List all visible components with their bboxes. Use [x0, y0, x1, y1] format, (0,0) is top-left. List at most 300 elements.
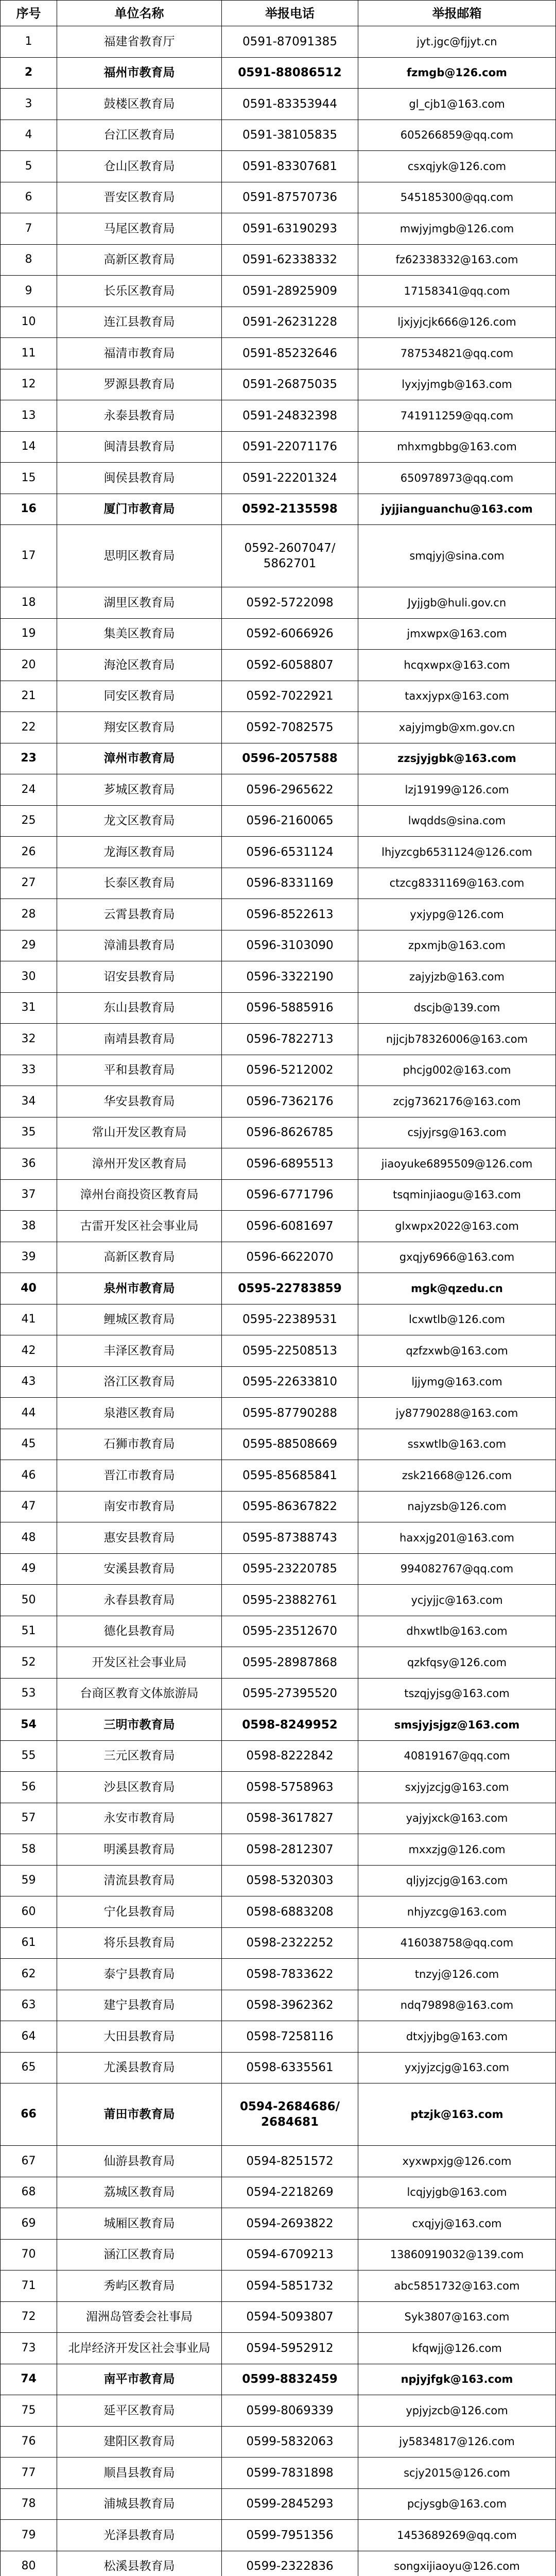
report-phone: 0592-2607047/ 5862701	[222, 525, 358, 587]
row-number: 7	[1, 213, 57, 245]
table-row	[1, 1928, 556, 1959]
report-phone: 0598-5758963	[222, 1772, 358, 1803]
row-number: 32	[1, 1024, 57, 1055]
row-number: 43	[1, 1367, 57, 1398]
report-email: abc5851732@163.com	[358, 2270, 556, 2302]
table-row	[1, 182, 556, 214]
report-phone: 0596-5885916	[222, 993, 358, 1024]
unit-name: 翔安区教育局	[57, 712, 222, 743]
report-phone: 0598-6335561	[222, 2053, 358, 2084]
table-row	[1, 151, 556, 182]
unit-name: 松溪县教育局	[57, 2551, 222, 2576]
report-phone: 0595-86367822	[222, 1492, 358, 1523]
unit-name: 泉港区教育局	[57, 1398, 222, 1429]
row-number: 22	[1, 712, 57, 743]
report-phone: 0595-87388743	[222, 1522, 358, 1554]
unit-name: 永安市教育局	[57, 1803, 222, 1835]
unit-name: 思明区教育局	[57, 525, 222, 587]
row-number: 56	[1, 1772, 57, 1803]
unit-name: 连江县教育局	[57, 307, 222, 338]
row-number: 55	[1, 1741, 57, 1772]
report-email: jy87790288@163.com	[358, 1398, 556, 1429]
table-row	[1, 2333, 556, 2364]
row-number: 38	[1, 1211, 57, 1242]
table-row	[1, 89, 556, 120]
row-number: 80	[1, 2551, 57, 2576]
row-number: 79	[1, 2520, 57, 2551]
report-email: sxjyjzcjg@163.com	[358, 1772, 556, 1803]
report-phone: 0596-7362176	[222, 1086, 358, 1117]
unit-name: 集美区教育局	[57, 619, 222, 650]
row-number: 15	[1, 463, 57, 494]
report-email: kfqwjj@126.com	[358, 2333, 556, 2364]
row-number: 6	[1, 182, 57, 214]
report-phone: 0595-27395520	[222, 1679, 358, 1710]
table-row	[1, 1522, 556, 1554]
report-email: zpxmjb@163.com	[358, 930, 556, 962]
unit-name: 龙海区教育局	[57, 837, 222, 868]
report-email: qljyjzcjg@163.com	[358, 1866, 556, 1897]
report-phone: 0596-8626785	[222, 1117, 358, 1149]
row-number: 71	[1, 2270, 57, 2302]
unit-name: 建阳区教育局	[57, 2427, 222, 2458]
unit-name: 德化县教育局	[57, 1616, 222, 1648]
report-email: yxjyjzcjg@163.com	[358, 2053, 556, 2084]
report-email: hcqxwpx@163.com	[358, 650, 556, 681]
report-phone: 0596-6622070	[222, 1242, 358, 1274]
row-number: 3	[1, 89, 57, 120]
report-email: ptzjk@163.com	[358, 2083, 556, 2146]
report-email: nhjyzcg@163.com	[358, 1896, 556, 1928]
report-phone: 0596-2057588	[222, 743, 358, 775]
row-number: 30	[1, 961, 57, 993]
report-phone: 0598-7258116	[222, 2021, 358, 2053]
report-email: qzkfqsy@126.com	[358, 1647, 556, 1679]
table-row	[1, 58, 556, 89]
unit-name: 永泰县教育局	[57, 400, 222, 432]
unit-name: 诏安县教育局	[57, 961, 222, 993]
unit-name: 宁化县教育局	[57, 1896, 222, 1928]
report-email: zsk21668@126.com	[358, 1460, 556, 1492]
unit-name: 沙县区教育局	[57, 1772, 222, 1803]
table-row	[1, 1492, 556, 1523]
table-row	[1, 2364, 556, 2396]
report-email: zajyjzb@163.com	[358, 961, 556, 993]
report-email: 416038758@qq.com	[358, 1928, 556, 1959]
report-phone: 0596-3103090	[222, 930, 358, 962]
row-number: 33	[1, 1055, 57, 1087]
table-row	[1, 1398, 556, 1429]
unit-name: 北岸经济开发区社会事业局	[57, 2333, 222, 2364]
table-row	[1, 276, 556, 307]
row-number: 12	[1, 369, 57, 401]
report-email: yxjypg@126.com	[358, 899, 556, 930]
report-phone: 0594-5093807	[222, 2302, 358, 2333]
report-phone: 0594-8251572	[222, 2146, 358, 2177]
row-number: 49	[1, 1554, 57, 1585]
header-report-email: 举报邮箱	[358, 1, 556, 26]
report-email: ycjyjjc@163.com	[358, 1585, 556, 1616]
row-number: 57	[1, 1803, 57, 1835]
report-email: jiaoyuke6895509@126.com	[358, 1148, 556, 1180]
unit-name: 延平区教育局	[57, 2395, 222, 2427]
table-row	[1, 1148, 556, 1180]
report-email: npjyjfgk@163.com	[358, 2364, 556, 2396]
row-number: 42	[1, 1335, 57, 1367]
report-phone: 0596-6771796	[222, 1180, 358, 1211]
unit-name: 台江区教育局	[57, 120, 222, 151]
report-phone: 0599-2322836	[222, 2551, 358, 2576]
report-email: jyjjianguanchu@163.com	[358, 494, 556, 526]
row-number: 36	[1, 1148, 57, 1180]
row-number: 1	[1, 26, 57, 58]
table-row	[1, 1647, 556, 1679]
row-number: 67	[1, 2146, 57, 2177]
report-email: njjcjb78326006@163.com	[358, 1024, 556, 1055]
row-number: 37	[1, 1180, 57, 1211]
row-number: 60	[1, 1896, 57, 1928]
row-number: 69	[1, 2208, 57, 2240]
report-email: lzj19199@126.com	[358, 774, 556, 806]
unit-name: 将乐县教育局	[57, 1928, 222, 1959]
unit-name: 平和县教育局	[57, 1055, 222, 1087]
row-number: 48	[1, 1522, 57, 1554]
unit-name: 长乐区教育局	[57, 276, 222, 307]
report-email: mgk@qzedu.cn	[358, 1273, 556, 1304]
report-email: ssxwtlb@163.com	[358, 1429, 556, 1461]
report-phone: 0591-38105835	[222, 120, 358, 151]
report-email: tszqjyjsg@163.com	[358, 1679, 556, 1710]
report-email: mhxmgbbg@163.com	[358, 432, 556, 463]
report-email: zzsjyjgbk@163.com	[358, 743, 556, 775]
table-row	[1, 1242, 556, 1274]
row-number: 16	[1, 494, 57, 526]
report-phone: 0592-6058807	[222, 650, 358, 681]
report-email: ljjymg@163.com	[358, 1367, 556, 1398]
unit-name: 漳浦县教育局	[57, 930, 222, 962]
report-phone: 0591-83353944	[222, 89, 358, 120]
unit-name: 福建省教育厅	[57, 26, 222, 58]
report-phone: 0592-7082575	[222, 712, 358, 743]
report-phone: 0595-23512670	[222, 1616, 358, 1648]
report-email: songxijiaoyu@126.com	[358, 2551, 556, 2576]
report-email: smqjyj@sina.com	[358, 525, 556, 587]
row-number: 10	[1, 307, 57, 338]
report-phone: 0598-2322252	[222, 1928, 358, 1959]
report-phone: 0591-22071176	[222, 432, 358, 463]
row-number: 44	[1, 1398, 57, 1429]
table-header-row	[1, 1, 556, 26]
table-row	[1, 338, 556, 369]
table-row	[1, 1117, 556, 1149]
table-row	[1, 1772, 556, 1803]
unit-name: 浦城县教育局	[57, 2489, 222, 2520]
report-phone: 0591-63190293	[222, 213, 358, 245]
row-number: 66	[1, 2083, 57, 2146]
unit-name: 湖里区教育局	[57, 587, 222, 619]
report-email: scjy2015@126.com	[358, 2458, 556, 2489]
report-phone: 0596-6081697	[222, 1211, 358, 1242]
row-number: 78	[1, 2489, 57, 2520]
report-email: lcqjyjgb@163.com	[358, 2177, 556, 2209]
report-phone: 0596-8522613	[222, 899, 358, 930]
table-row	[1, 2146, 556, 2177]
unit-name: 荔城区教育局	[57, 2177, 222, 2209]
report-phone: 0595-87790288	[222, 1398, 358, 1429]
report-phone: 0596-5212002	[222, 1055, 358, 1087]
table-row	[1, 1554, 556, 1585]
row-number: 27	[1, 868, 57, 900]
table-body	[1, 26, 556, 2576]
report-email: glxwpx2022@163.com	[358, 1211, 556, 1242]
unit-name: 马尾区教育局	[57, 213, 222, 245]
table-row	[1, 1304, 556, 1336]
row-number: 26	[1, 837, 57, 868]
report-phone: 0595-22508513	[222, 1335, 358, 1367]
header-unit-name: 单位名称	[57, 1, 222, 26]
table-row	[1, 1990, 556, 2022]
report-phone: 0598-7833622	[222, 1959, 358, 1990]
report-email: Jyjjgb@huli.gov.cn	[358, 587, 556, 619]
table-row	[1, 1180, 556, 1211]
row-number: 34	[1, 1086, 57, 1117]
report-email: 650978973@qq.com	[358, 463, 556, 494]
unit-name: 涵江区教育局	[57, 2240, 222, 2271]
table-row	[1, 1273, 556, 1304]
unit-name: 芗城区教育局	[57, 774, 222, 806]
row-number: 76	[1, 2427, 57, 2458]
table-row	[1, 525, 556, 587]
report-phone: 0591-88086512	[222, 58, 358, 89]
report-phone: 0595-85685841	[222, 1460, 358, 1492]
row-number: 9	[1, 276, 57, 307]
report-email: lhjyzcgb6531124@126.com	[358, 837, 556, 868]
report-email: lwqdds@sina.com	[358, 806, 556, 837]
report-email: csjyjrsg@163.com	[358, 1117, 556, 1149]
row-number: 65	[1, 2053, 57, 2084]
unit-name: 同安区教育局	[57, 681, 222, 713]
row-number: 18	[1, 587, 57, 619]
table-row	[1, 2458, 556, 2489]
report-phone: 0599-7831898	[222, 2458, 358, 2489]
row-number: 29	[1, 930, 57, 962]
report-phone: 0599-8832459	[222, 2364, 358, 2396]
report-phone: 0592-6066926	[222, 619, 358, 650]
row-number: 51	[1, 1616, 57, 1648]
report-phone: 0595-23220785	[222, 1554, 358, 1585]
table-row	[1, 307, 556, 338]
table-row	[1, 1741, 556, 1772]
report-phone: 0594-2693822	[222, 2208, 358, 2240]
table-row	[1, 1585, 556, 1616]
header-index: 序号	[1, 1, 57, 26]
row-number: 53	[1, 1679, 57, 1710]
table-row	[1, 837, 556, 868]
table-row	[1, 681, 556, 713]
row-number: 24	[1, 774, 57, 806]
table-row	[1, 774, 556, 806]
report-phone: 0592-2135598	[222, 494, 358, 526]
row-number: 39	[1, 1242, 57, 1274]
unit-name: 台商区教育文体旅游局	[57, 1679, 222, 1710]
report-phone: 0595-22633810	[222, 1367, 358, 1398]
table-row	[1, 2083, 556, 2146]
report-email: ndq79898@163.com	[358, 1990, 556, 2022]
unit-name: 洛江区教育局	[57, 1367, 222, 1398]
table-row	[1, 2489, 556, 2520]
row-number: 4	[1, 120, 57, 151]
unit-name: 惠安县教育局	[57, 1522, 222, 1554]
table-row	[1, 1211, 556, 1242]
unit-name: 晋安区教育局	[57, 182, 222, 214]
table-row	[1, 2208, 556, 2240]
report-email: Syk3807@163.com	[358, 2302, 556, 2333]
report-phone: 0594-5851732	[222, 2270, 358, 2302]
report-phone: 0594-2684686/ 2684681	[222, 2083, 358, 2146]
report-email: 787534821@qq.com	[358, 338, 556, 369]
row-number: 19	[1, 619, 57, 650]
unit-name: 海沧区教育局	[57, 650, 222, 681]
table-row	[1, 1896, 556, 1928]
report-phone: 0596-8331169	[222, 868, 358, 900]
unit-name: 光泽县教育局	[57, 2520, 222, 2551]
unit-name: 漳州台商投资区教育局	[57, 1180, 222, 1211]
unit-name: 高新区教育局	[57, 245, 222, 276]
row-number: 2	[1, 58, 57, 89]
unit-name: 石狮市教育局	[57, 1429, 222, 1461]
unit-name: 清流县教育局	[57, 1866, 222, 1897]
unit-name: 古雷开发区社会事业局	[57, 1211, 222, 1242]
report-email: tnzyj@126.com	[358, 1959, 556, 1990]
report-phone: 0598-8222842	[222, 1741, 358, 1772]
table-row	[1, 2240, 556, 2271]
report-email: phcjg002@163.com	[358, 1055, 556, 1087]
table-row	[1, 1866, 556, 1897]
report-phone: 0595-22783859	[222, 1273, 358, 1304]
report-email: fzmgb@126.com	[358, 58, 556, 89]
unit-name: 漳州市教育局	[57, 743, 222, 775]
row-number: 17	[1, 525, 57, 587]
row-number: 61	[1, 1928, 57, 1959]
report-phone: 0599-7951356	[222, 2520, 358, 2551]
report-phone: 0595-23882761	[222, 1585, 358, 1616]
report-phone: 0596-3322190	[222, 961, 358, 993]
unit-name: 高新区教育局	[57, 1242, 222, 1274]
table-row	[1, 2021, 556, 2053]
unit-name: 建宁县教育局	[57, 1990, 222, 2022]
unit-name: 福州市教育局	[57, 58, 222, 89]
table-row	[1, 245, 556, 276]
report-phone: 0594-6709213	[222, 2240, 358, 2271]
table-row	[1, 1616, 556, 1648]
report-email: smsjyjsjgz@163.com	[358, 1709, 556, 1741]
row-number: 21	[1, 681, 57, 713]
report-email: 545185300@qq.com	[358, 182, 556, 214]
table-row	[1, 2270, 556, 2302]
report-email: 605266859@qq.com	[358, 120, 556, 151]
table-row	[1, 1335, 556, 1367]
report-email: 13860919032@139.com	[358, 2240, 556, 2271]
report-phone: 0598-2812307	[222, 1834, 358, 1866]
row-number: 23	[1, 743, 57, 775]
report-email: xyxwpxjg@126.com	[358, 2146, 556, 2177]
table-row	[1, 2302, 556, 2333]
report-phone: 0599-5832063	[222, 2427, 358, 2458]
report-email: 994082767@qq.com	[358, 1554, 556, 1585]
unit-name: 南安市教育局	[57, 1492, 222, 1523]
report-email: dscjb@139.com	[358, 993, 556, 1024]
report-phone: 0591-26875035	[222, 369, 358, 401]
table-row	[1, 712, 556, 743]
report-email: tsqminjiaogu@163.com	[358, 1180, 556, 1211]
report-email: lcxwtlb@126.com	[358, 1304, 556, 1336]
report-email: mxxzjg@126.com	[358, 1834, 556, 1866]
unit-name: 莆田市教育局	[57, 2083, 222, 2146]
row-number: 47	[1, 1492, 57, 1523]
report-email: najyzsb@126.com	[358, 1492, 556, 1523]
row-number: 62	[1, 1959, 57, 1990]
row-number: 40	[1, 1273, 57, 1304]
unit-name: 长泰区教育局	[57, 868, 222, 900]
report-phone: 0595-22389531	[222, 1304, 358, 1336]
row-number: 28	[1, 899, 57, 930]
table-row	[1, 2053, 556, 2084]
report-email: gxqjy6966@163.com	[358, 1242, 556, 1274]
report-phone: 0596-2160065	[222, 806, 358, 837]
unit-name: 尤溪县教育局	[57, 2053, 222, 2084]
row-number: 64	[1, 2021, 57, 2053]
row-number: 41	[1, 1304, 57, 1336]
unit-name: 华安县教育局	[57, 1086, 222, 1117]
table-row	[1, 1959, 556, 1990]
unit-name: 南平市教育局	[57, 2364, 222, 2396]
report-phone: 0598-3617827	[222, 1803, 358, 1835]
table-row	[1, 1709, 556, 1741]
row-number: 46	[1, 1460, 57, 1492]
table-row	[1, 2551, 556, 2576]
report-email: fz62338332@163.com	[358, 245, 556, 276]
report-phone: 0599-2845293	[222, 2489, 358, 2520]
report-phone: 0591-26231228	[222, 307, 358, 338]
unit-name: 晋江市教育局	[57, 1460, 222, 1492]
table-row	[1, 806, 556, 837]
report-phone: 0595-28987868	[222, 1647, 358, 1679]
row-number: 35	[1, 1117, 57, 1149]
unit-name: 罗源县教育局	[57, 369, 222, 401]
report-phone: 0598-8249952	[222, 1709, 358, 1741]
row-number: 50	[1, 1585, 57, 1616]
report-phone: 0598-5320303	[222, 1866, 358, 1897]
unit-name: 龙文区教育局	[57, 806, 222, 837]
table-row	[1, 432, 556, 463]
report-email: yajyjxck@163.com	[358, 1803, 556, 1835]
table-row	[1, 1086, 556, 1117]
table-row	[1, 1803, 556, 1835]
table-row	[1, 494, 556, 526]
report-email: dtxjyjbg@163.com	[358, 2021, 556, 2053]
table-row	[1, 868, 556, 900]
table-row	[1, 899, 556, 930]
report-phone: 0591-28925909	[222, 276, 358, 307]
unit-name: 云霄县教育局	[57, 899, 222, 930]
unit-name: 安溪县教育局	[57, 1554, 222, 1585]
row-number: 75	[1, 2395, 57, 2427]
header-report-phone: 举报电话	[222, 1, 358, 26]
table-row	[1, 400, 556, 432]
report-email: haxxjg201@163.com	[358, 1522, 556, 1554]
unit-name: 漳州开发区教育局	[57, 1148, 222, 1180]
report-email: ypjyjzcb@126.com	[358, 2395, 556, 2427]
